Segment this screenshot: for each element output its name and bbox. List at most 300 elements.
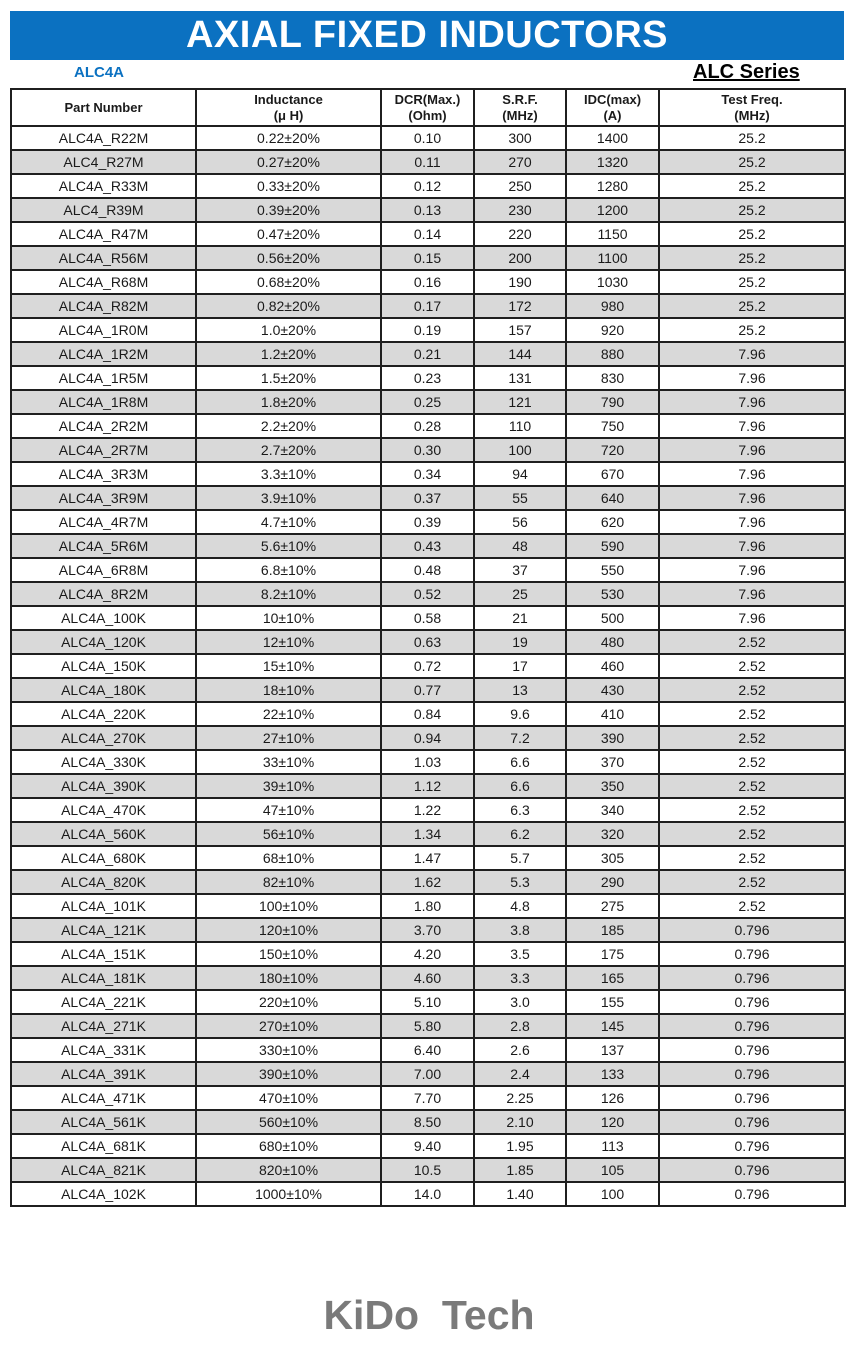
part-number-cell: ALC4A_680K xyxy=(11,846,196,870)
idc-cell: 640 xyxy=(566,486,659,510)
srf-cell: 172 xyxy=(474,294,566,318)
table-row xyxy=(11,270,845,294)
srf-cell: 157 xyxy=(474,318,566,342)
table-row xyxy=(11,846,845,870)
part-number-cell: ALC4A_1R8M xyxy=(11,390,196,414)
srf-cell: 190 xyxy=(474,270,566,294)
srf-cell: 131 xyxy=(474,366,566,390)
idc-cell: 113 xyxy=(566,1134,659,1158)
inductance-cell: 0.22±20% xyxy=(196,126,381,150)
test-freq-cell: 0.796 xyxy=(659,1158,845,1182)
part-number-cell: ALC4A_2R2M xyxy=(11,414,196,438)
srf-cell: 3.0 xyxy=(474,990,566,1014)
dcr-cell: 1.80 xyxy=(381,894,474,918)
dcr-cell: 1.62 xyxy=(381,870,474,894)
table-row xyxy=(11,966,845,990)
table-row xyxy=(11,990,845,1014)
dcr-cell: 0.63 xyxy=(381,630,474,654)
srf-cell: 300 xyxy=(474,126,566,150)
idc-cell: 155 xyxy=(566,990,659,1014)
test-freq-cell: 2.52 xyxy=(659,798,845,822)
part-number-cell: ALC4A_220K xyxy=(11,702,196,726)
idc-cell: 137 xyxy=(566,1038,659,1062)
dcr-cell: 0.48 xyxy=(381,558,474,582)
test-freq-cell: 0.796 xyxy=(659,1038,845,1062)
test-freq-cell: 2.52 xyxy=(659,702,845,726)
part-number-cell: ALC4A_1R0M xyxy=(11,318,196,342)
srf-cell: 1.95 xyxy=(474,1134,566,1158)
test-freq-cell: 0.796 xyxy=(659,990,845,1014)
idc-cell: 500 xyxy=(566,606,659,630)
dcr-cell: 0.17 xyxy=(381,294,474,318)
idc-cell: 590 xyxy=(566,534,659,558)
table-row xyxy=(11,198,845,222)
table-row xyxy=(11,942,845,966)
idc-cell: 100 xyxy=(566,1182,659,1206)
inductance-cell: 0.68±20% xyxy=(196,270,381,294)
page-title: AXIAL FIXED INDUCTORS xyxy=(10,11,844,60)
test-freq-cell: 2.52 xyxy=(659,750,845,774)
test-freq-cell: 7.96 xyxy=(659,390,845,414)
idc-cell: 1320 xyxy=(566,150,659,174)
srf-cell: 3.3 xyxy=(474,966,566,990)
idc-cell: 980 xyxy=(566,294,659,318)
dcr-cell: 0.25 xyxy=(381,390,474,414)
inductance-cell: 0.27±20% xyxy=(196,150,381,174)
table-row xyxy=(11,1086,845,1110)
srf-cell: 6.3 xyxy=(474,798,566,822)
idc-cell: 480 xyxy=(566,630,659,654)
inductance-cell: 2.7±20% xyxy=(196,438,381,462)
dcr-cell: 7.70 xyxy=(381,1086,474,1110)
inductance-cell: 8.2±10% xyxy=(196,582,381,606)
srf-cell: 21 xyxy=(474,606,566,630)
test-freq-cell: 0.796 xyxy=(659,966,845,990)
idc-cell: 1200 xyxy=(566,198,659,222)
inductance-cell: 10±10% xyxy=(196,606,381,630)
idc-cell: 1150 xyxy=(566,222,659,246)
idc-cell: 920 xyxy=(566,318,659,342)
test-freq-cell: 7.96 xyxy=(659,534,845,558)
srf-cell: 2.10 xyxy=(474,1110,566,1134)
part-number-cell: ALC4A_R47M xyxy=(11,222,196,246)
srf-cell: 3.5 xyxy=(474,942,566,966)
dcr-cell: 7.00 xyxy=(381,1062,474,1086)
inductance-cell: 1.5±20% xyxy=(196,366,381,390)
table-row xyxy=(11,1062,845,1086)
inductance-cell: 0.82±20% xyxy=(196,294,381,318)
table-row xyxy=(11,222,845,246)
table-row xyxy=(11,294,845,318)
dcr-cell: 9.40 xyxy=(381,1134,474,1158)
table-row xyxy=(11,126,845,150)
test-freq-cell: 2.52 xyxy=(659,726,845,750)
part-number-cell: ALC4A_6R8M xyxy=(11,558,196,582)
inductance-cell: 330±10% xyxy=(196,1038,381,1062)
table-row xyxy=(11,726,845,750)
inductance-cell: 4.7±10% xyxy=(196,510,381,534)
inductance-cell: 0.33±20% xyxy=(196,174,381,198)
srf-cell: 4.8 xyxy=(474,894,566,918)
dcr-cell: 5.10 xyxy=(381,990,474,1014)
srf-cell: 110 xyxy=(474,414,566,438)
inductor-spec-table xyxy=(10,88,846,1207)
test-freq-cell: 7.96 xyxy=(659,366,845,390)
srf-cell: 13 xyxy=(474,678,566,702)
column-header-dcr: DCR(Max.) (Ohm) xyxy=(381,89,474,126)
inductance-cell: 1.8±20% xyxy=(196,390,381,414)
test-freq-cell: 7.96 xyxy=(659,606,845,630)
part-number-cell: ALC4A_R22M xyxy=(11,126,196,150)
part-number-cell: ALC4A_100K xyxy=(11,606,196,630)
part-number-cell: ALC4A_151K xyxy=(11,942,196,966)
part-number-cell: ALC4A_181K xyxy=(11,966,196,990)
part-number-cell: ALC4A_R56M xyxy=(11,246,196,270)
part-number-cell: ALC4A_331K xyxy=(11,1038,196,1062)
test-freq-cell: 0.796 xyxy=(659,942,845,966)
table-row xyxy=(11,654,845,678)
idc-cell: 126 xyxy=(566,1086,659,1110)
dcr-cell: 10.5 xyxy=(381,1158,474,1182)
idc-cell: 670 xyxy=(566,462,659,486)
idc-cell: 1030 xyxy=(566,270,659,294)
table-row xyxy=(11,1038,845,1062)
inductance-cell: 560±10% xyxy=(196,1110,381,1134)
inductance-cell: 68±10% xyxy=(196,846,381,870)
srf-cell: 25 xyxy=(474,582,566,606)
test-freq-cell: 0.796 xyxy=(659,1182,845,1206)
idc-cell: 410 xyxy=(566,702,659,726)
dcr-cell: 0.13 xyxy=(381,198,474,222)
idc-cell: 790 xyxy=(566,390,659,414)
dcr-cell: 0.10 xyxy=(381,126,474,150)
table-row xyxy=(11,534,845,558)
inductance-cell: 18±10% xyxy=(196,678,381,702)
part-number-cell: ALC4A_391K xyxy=(11,1062,196,1086)
srf-cell: 19 xyxy=(474,630,566,654)
table-row xyxy=(11,558,845,582)
inductance-cell: 390±10% xyxy=(196,1062,381,1086)
dcr-cell: 0.28 xyxy=(381,414,474,438)
table-row xyxy=(11,318,845,342)
part-number-cell: ALC4A_681K xyxy=(11,1134,196,1158)
dcr-cell: 0.39 xyxy=(381,510,474,534)
srf-cell: 17 xyxy=(474,654,566,678)
part-number-cell: ALC4A_R82M xyxy=(11,294,196,318)
dcr-cell: 0.16 xyxy=(381,270,474,294)
inductance-cell: 120±10% xyxy=(196,918,381,942)
test-freq-cell: 7.96 xyxy=(659,558,845,582)
idc-cell: 530 xyxy=(566,582,659,606)
srf-cell: 55 xyxy=(474,486,566,510)
table-row xyxy=(11,1014,845,1038)
table-row xyxy=(11,390,845,414)
test-freq-cell: 7.96 xyxy=(659,462,845,486)
part-number-cell: ALC4A_5R6M xyxy=(11,534,196,558)
part-number-cell: ALC4A_180K xyxy=(11,678,196,702)
srf-cell: 5.3 xyxy=(474,870,566,894)
inductance-cell: 82±10% xyxy=(196,870,381,894)
srf-cell: 48 xyxy=(474,534,566,558)
table-row xyxy=(11,486,845,510)
idc-cell: 460 xyxy=(566,654,659,678)
srf-cell: 121 xyxy=(474,390,566,414)
part-number-cell: ALC4A_4R7M xyxy=(11,510,196,534)
table-row xyxy=(11,510,845,534)
inductance-cell: 47±10% xyxy=(196,798,381,822)
dcr-cell: 0.52 xyxy=(381,582,474,606)
part-number-cell: ALC4A_390K xyxy=(11,774,196,798)
test-freq-cell: 2.52 xyxy=(659,678,845,702)
test-freq-cell: 7.96 xyxy=(659,582,845,606)
test-freq-cell: 25.2 xyxy=(659,150,845,174)
test-freq-cell: 25.2 xyxy=(659,222,845,246)
idc-cell: 340 xyxy=(566,798,659,822)
table-row xyxy=(11,150,845,174)
test-freq-cell: 0.796 xyxy=(659,1062,845,1086)
srf-cell: 1.85 xyxy=(474,1158,566,1182)
srf-cell: 200 xyxy=(474,246,566,270)
dcr-cell: 1.03 xyxy=(381,750,474,774)
part-number-cell: ALC4A_1R2M xyxy=(11,342,196,366)
inductance-cell: 2.2±20% xyxy=(196,414,381,438)
dcr-cell: 4.60 xyxy=(381,966,474,990)
inductance-cell: 220±10% xyxy=(196,990,381,1014)
inductance-cell: 1.2±20% xyxy=(196,342,381,366)
idc-cell: 430 xyxy=(566,678,659,702)
idc-cell: 1100 xyxy=(566,246,659,270)
srf-cell: 9.6 xyxy=(474,702,566,726)
inductance-cell: 5.6±10% xyxy=(196,534,381,558)
srf-cell: 2.8 xyxy=(474,1014,566,1038)
part-number-cell: ALC4A_8R2M xyxy=(11,582,196,606)
dcr-cell: 0.21 xyxy=(381,342,474,366)
test-freq-cell: 25.2 xyxy=(659,126,845,150)
part-number-cell: ALC4_R39M xyxy=(11,198,196,222)
column-header-part-number: Part Number xyxy=(11,89,196,126)
inductance-cell: 0.56±20% xyxy=(196,246,381,270)
test-freq-cell: 2.52 xyxy=(659,774,845,798)
dcr-cell: 0.14 xyxy=(381,222,474,246)
table-row xyxy=(11,822,845,846)
inductance-cell: 150±10% xyxy=(196,942,381,966)
srf-cell: 6.2 xyxy=(474,822,566,846)
inductance-cell: 680±10% xyxy=(196,1134,381,1158)
dcr-cell: 6.40 xyxy=(381,1038,474,1062)
dcr-cell: 8.50 xyxy=(381,1110,474,1134)
table-row xyxy=(11,174,845,198)
table-row xyxy=(11,774,845,798)
dcr-cell: 0.43 xyxy=(381,534,474,558)
dcr-cell: 0.11 xyxy=(381,150,474,174)
part-number-cell: ALC4A_820K xyxy=(11,870,196,894)
table-row xyxy=(11,702,845,726)
inductance-cell: 3.3±10% xyxy=(196,462,381,486)
srf-cell: 230 xyxy=(474,198,566,222)
dcr-cell: 0.19 xyxy=(381,318,474,342)
inductance-cell: 820±10% xyxy=(196,1158,381,1182)
dcr-cell: 0.12 xyxy=(381,174,474,198)
idc-cell: 320 xyxy=(566,822,659,846)
idc-cell: 350 xyxy=(566,774,659,798)
test-freq-cell: 7.96 xyxy=(659,510,845,534)
idc-cell: 880 xyxy=(566,342,659,366)
dcr-cell: 0.30 xyxy=(381,438,474,462)
test-freq-cell: 0.796 xyxy=(659,1134,845,1158)
column-header-inductance: Inductance (μ H) xyxy=(196,89,381,126)
srf-cell: 56 xyxy=(474,510,566,534)
srf-cell: 250 xyxy=(474,174,566,198)
table-row xyxy=(11,630,845,654)
idc-cell: 550 xyxy=(566,558,659,582)
test-freq-cell: 2.52 xyxy=(659,822,845,846)
table-row xyxy=(11,462,845,486)
test-freq-cell: 25.2 xyxy=(659,318,845,342)
idc-cell: 185 xyxy=(566,918,659,942)
part-number-cell: ALC4A_221K xyxy=(11,990,196,1014)
inductance-cell: 1000±10% xyxy=(196,1182,381,1206)
idc-cell: 145 xyxy=(566,1014,659,1038)
inductance-cell: 56±10% xyxy=(196,822,381,846)
dcr-cell: 1.47 xyxy=(381,846,474,870)
idc-cell: 750 xyxy=(566,414,659,438)
inductance-cell: 180±10% xyxy=(196,966,381,990)
inductance-cell: 15±10% xyxy=(196,654,381,678)
test-freq-cell: 0.796 xyxy=(659,1014,845,1038)
test-freq-cell: 7.96 xyxy=(659,342,845,366)
srf-cell: 7.2 xyxy=(474,726,566,750)
column-header-idc: IDC(max) (A) xyxy=(566,89,659,126)
test-freq-cell: 2.52 xyxy=(659,894,845,918)
dcr-cell: 0.77 xyxy=(381,678,474,702)
idc-cell: 390 xyxy=(566,726,659,750)
test-freq-cell: 25.2 xyxy=(659,174,845,198)
idc-cell: 165 xyxy=(566,966,659,990)
dcr-cell: 0.15 xyxy=(381,246,474,270)
table-row xyxy=(11,438,845,462)
srf-cell: 3.8 xyxy=(474,918,566,942)
idc-cell: 290 xyxy=(566,870,659,894)
part-number-cell: ALC4A_821K xyxy=(11,1158,196,1182)
dcr-cell: 0.58 xyxy=(381,606,474,630)
test-freq-cell: 0.796 xyxy=(659,918,845,942)
part-number-cell: ALC4A_1R5M xyxy=(11,366,196,390)
inductance-cell: 1.0±20% xyxy=(196,318,381,342)
dcr-cell: 0.34 xyxy=(381,462,474,486)
part-number-cell: ALC4A_R33M xyxy=(11,174,196,198)
column-header-test-freq: Test Freq. (MHz) xyxy=(659,89,845,126)
column-header-srf: S.R.F. (MHz) xyxy=(474,89,566,126)
idc-cell: 720 xyxy=(566,438,659,462)
series-label: ALC Series xyxy=(693,61,800,83)
test-freq-cell: 0.796 xyxy=(659,1086,845,1110)
test-freq-cell: 0.796 xyxy=(659,1110,845,1134)
inductance-cell: 33±10% xyxy=(196,750,381,774)
inductance-cell: 12±10% xyxy=(196,630,381,654)
test-freq-cell: 25.2 xyxy=(659,198,845,222)
dcr-cell: 4.20 xyxy=(381,942,474,966)
test-freq-cell: 2.52 xyxy=(659,630,845,654)
table-row xyxy=(11,366,845,390)
srf-cell: 6.6 xyxy=(474,750,566,774)
table-row xyxy=(11,894,845,918)
dcr-cell: 14.0 xyxy=(381,1182,474,1206)
part-number-cell: ALC4A_150K xyxy=(11,654,196,678)
part-number-cell: ALC4A_R68M xyxy=(11,270,196,294)
table-header-row xyxy=(11,89,845,126)
dcr-cell: 1.22 xyxy=(381,798,474,822)
table-body xyxy=(11,126,845,1206)
srf-cell: 94 xyxy=(474,462,566,486)
part-number-cell: ALC4A_271K xyxy=(11,1014,196,1038)
part-number-cell: ALC4A_120K xyxy=(11,630,196,654)
model-code: ALC4A xyxy=(74,64,125,81)
srf-cell: 6.6 xyxy=(474,774,566,798)
table-row xyxy=(11,918,845,942)
part-number-cell: ALC4A_330K xyxy=(11,750,196,774)
test-freq-cell: 25.2 xyxy=(659,246,845,270)
idc-cell: 620 xyxy=(566,510,659,534)
part-number-cell: ALC4A_561K xyxy=(11,1110,196,1134)
inductance-cell: 0.47±20% xyxy=(196,222,381,246)
table-row xyxy=(11,582,845,606)
dcr-cell: 0.84 xyxy=(381,702,474,726)
dcr-cell: 1.34 xyxy=(381,822,474,846)
table-row xyxy=(11,870,845,894)
table-row xyxy=(11,1134,845,1158)
srf-cell: 2.4 xyxy=(474,1062,566,1086)
table-row xyxy=(11,750,845,774)
table-row xyxy=(11,1182,845,1206)
part-number-cell: ALC4A_471K xyxy=(11,1086,196,1110)
part-number-cell: ALC4A_121K xyxy=(11,918,196,942)
part-number-cell: ALC4A_560K xyxy=(11,822,196,846)
idc-cell: 275 xyxy=(566,894,659,918)
test-freq-cell: 25.2 xyxy=(659,270,845,294)
inductance-cell: 22±10% xyxy=(196,702,381,726)
srf-cell: 144 xyxy=(474,342,566,366)
idc-cell: 120 xyxy=(566,1110,659,1134)
idc-cell: 305 xyxy=(566,846,659,870)
part-number-cell: ALC4_R27M xyxy=(11,150,196,174)
dcr-cell: 0.72 xyxy=(381,654,474,678)
srf-cell: 37 xyxy=(474,558,566,582)
inductance-cell: 270±10% xyxy=(196,1014,381,1038)
brand-footer: KiDo Tech xyxy=(323,1292,535,1338)
table-row xyxy=(11,246,845,270)
part-number-cell: ALC4A_3R3M xyxy=(11,462,196,486)
inductance-cell: 6.8±10% xyxy=(196,558,381,582)
inductance-cell: 39±10% xyxy=(196,774,381,798)
dcr-cell: 1.12 xyxy=(381,774,474,798)
srf-cell: 1.40 xyxy=(474,1182,566,1206)
test-freq-cell: 7.96 xyxy=(659,438,845,462)
part-number-cell: ALC4A_470K xyxy=(11,798,196,822)
inductance-cell: 0.39±20% xyxy=(196,198,381,222)
table-row xyxy=(11,1158,845,1182)
part-number-cell: ALC4A_101K xyxy=(11,894,196,918)
table-row xyxy=(11,606,845,630)
srf-cell: 2.25 xyxy=(474,1086,566,1110)
srf-cell: 100 xyxy=(474,438,566,462)
table-row xyxy=(11,678,845,702)
test-freq-cell: 2.52 xyxy=(659,846,845,870)
idc-cell: 133 xyxy=(566,1062,659,1086)
idc-cell: 370 xyxy=(566,750,659,774)
srf-cell: 2.6 xyxy=(474,1038,566,1062)
dcr-cell: 0.37 xyxy=(381,486,474,510)
idc-cell: 830 xyxy=(566,366,659,390)
